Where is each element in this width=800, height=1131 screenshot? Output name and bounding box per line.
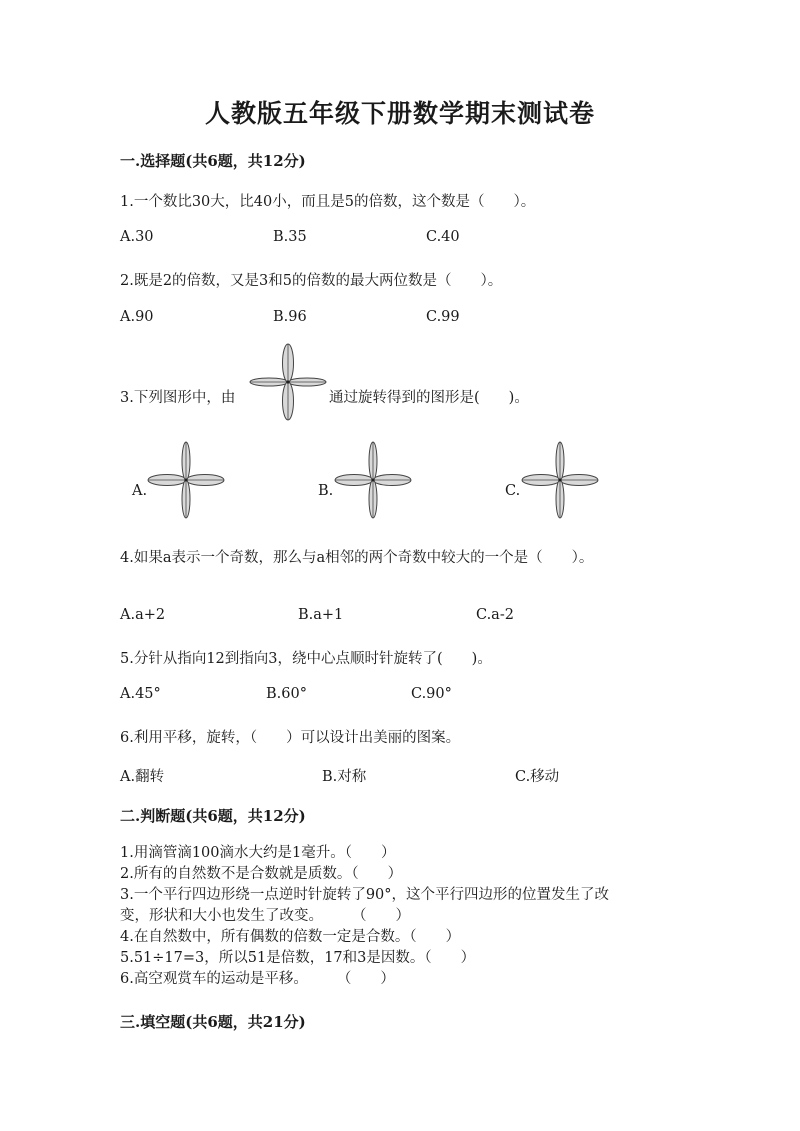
judgement-item-4: 4.在自然数中，所有偶数的倍数一定是合数。（ ） [120,929,461,945]
question-4: 4.如果a表示一个奇数，那么与a相邻的两个奇数中较大的一个是（ ）。 [120,550,594,566]
q1-option-a: A.30 [120,229,154,245]
q5-option-b: B.60° [266,686,307,702]
judgement-item-1: 1.用滴管滴100滴水大约是1毫升。（ ） [120,845,396,861]
judgement-item-2: 2.所有的自然数不是合数就是质数。（ ） [120,866,403,882]
reference-flower-figure [250,344,326,420]
q4-option-c: C.a-2 [476,607,514,623]
q6-option-b: B.对称 [322,769,367,785]
section-heading-fill-blank: 三.填空题(共6题，共21分) [120,1013,306,1031]
q2-option-c: C.99 [426,309,460,325]
q5-option-c: C.90° [411,686,452,702]
section-heading-choice: 一.选择题(共6题，共12分) [120,152,306,170]
q4-option-a: A.a+2 [120,607,166,623]
judgement-item-3-line-1: 3.一个平行四边形绕一点逆时针旋转了90°，这个平行四边形的位置发生了改 [120,887,610,903]
q1-option-b: B.35 [273,229,307,245]
option-a-flower-figure [148,442,224,518]
question-1: 1.一个数比30大，比40小，而且是5的倍数，这个数是（ ）。 [120,194,536,210]
judgement-item-3-line-2: 变，形状和大小也发生了改变。 （ ） [120,908,410,924]
q3-option-a: A. [132,483,148,499]
option-c-flower-figure [522,442,598,518]
q5-option-a: A.45° [120,686,161,702]
q1-option-c: C.40 [426,229,460,245]
judgement-item-5: 5.51÷17=3，所以51是倍数，17和3是因数。（ ） [120,950,476,966]
q4-option-b: B.a+1 [298,607,344,623]
q2-option-b: B.96 [273,309,307,325]
q2-option-a: A.90 [120,309,154,325]
question-2: 2.既是2的倍数，又是3和5的倍数的最大两位数是（ ）。 [120,273,503,289]
q6-option-a: A.翻转 [120,769,165,785]
q3-option-b: B. [318,483,334,499]
option-b-flower-figure [335,442,411,518]
q3-option-c: C. [505,483,521,499]
section-heading-judgement: 二.判断题(共6题，共12分) [120,807,306,825]
question-3-lead: 3.下列图形中，由 [120,390,236,406]
page-title: 人教版五年级下册数学期末测试卷 [204,99,595,128]
q6-option-c: C.移动 [515,769,560,785]
reference-center [286,380,289,383]
question-6: 6.利用平移，旋转，（ ）可以设计出美丽的图案。 [120,730,461,746]
question-3-tail: 通过旋转得到的图形是( )。 [329,390,529,406]
option-b-center [371,478,374,481]
question-5: 5.分针从指向12到指向3，绕中心点顺时针旋转了( )。 [120,651,492,667]
option-c-center [558,478,561,481]
judgement-item-6: 6.高空观赏车的运动是平移。 （ ） [120,971,395,987]
option-a-center [184,478,187,481]
